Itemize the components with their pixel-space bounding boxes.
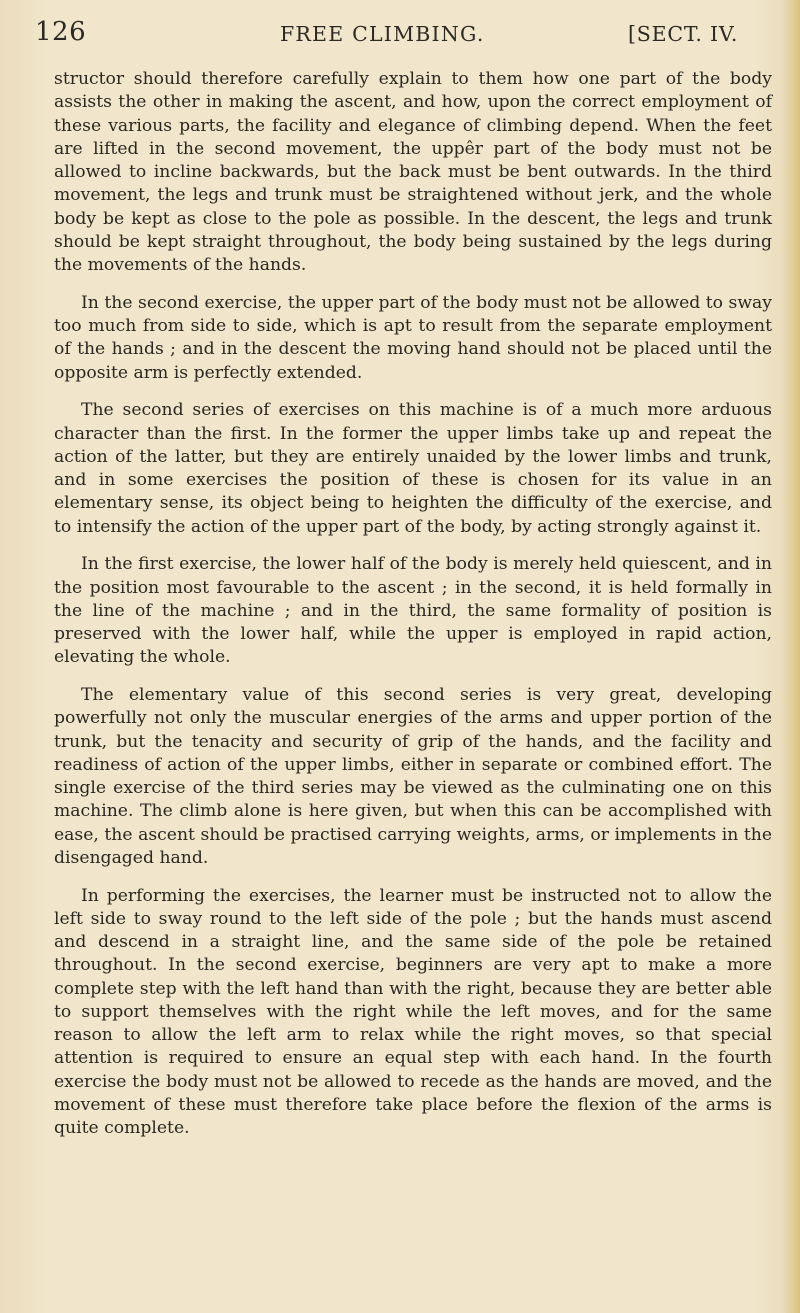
section-reference: [SECT. IV. (628, 22, 739, 46)
paragraph-6: In performing the exercises, the learner must be instructed not to allow the left side to sway round to the left side of the pole ; but the hands must ascend and descend in a straight line, and the same side of the pole be retained throughout. In the second exercise, beginners are very apt to make a more complete step with the left hand than with the right, because they are better able to support themselves with the right while the left moves, and for the same reason to allow the left arm to relax while the right moves, so that special attention is required to ensure an equal step with each hand. In the fourth exercise the body must not be allowed to recede as the hands are moved, and the movement of these must therefore take place before the flexion of the arms is quite complete. (54, 885, 772, 1138)
body-text (54, 68, 772, 1155)
running-head: FREE CLIMBING. (280, 22, 485, 46)
paragraph-3: The second series of exercises on this machine is of a much more arduous character than the first. In the former the upper limbs take up and repeat the action of the latter, but they are entirely unaided by the lower limbs and trunk, and in some exercises the position of these is chosen for its value in an elementary sense, its object being to heighten the difficulty of the exercise, and to intensify the action of the upper part of the body, by acting strongly against it. (54, 400, 772, 537)
page-number: 126 (35, 17, 87, 47)
paragraph-5: The elementary value of this second series is very great, developing powerfully not only the muscular energies of the arms and upper portion of the trunk, but the tenacity and security of grip of the hands, and the facility and readiness of action of the upper limbs, either in separate or combined effort. The single exercise of the third series may be viewed as the culminating one on this machine. The climb alone is here given, but when this can be accomplished with ease, the ascent should be practised carrying weights, arms, or implements in the disengaged hand. (54, 685, 772, 868)
paragraph-2: In the second exercise, the upper part of the body must not be allowed to sway too much from side to side, which is apt to result from the separate employment of the hands ; and in the descent the moving hand should not be placed until the opposite arm is perfectly extended. (54, 292, 772, 383)
paragraph-1: structor should therefore carefully explain to them how one part of the body assists the other in making the ascent, and how, upon the correct employment of these various parts, the facility and elegance of climbing depend. When the feet are lifted in the second movement, the uppêr part of the body must not be allowed to incline backwards, but the back must be bent outwards. In the third movement, the legs and trunk must be straightened without jerk, and the whole body be kept as close to the pole as possible. In the descent, the legs and trunk should be kept straight throughout, the body being sustained by the legs during the movements of the hands. (54, 69, 772, 275)
page-edge (782, 0, 800, 1313)
paragraph-4: In the first exercise, the lower half of the body is merely held quiescent, and in the position most favourable to the ascent ; in the second, it is held formally in the line of the machine ; and in the third, the same formality of position is preserved with the lower half, while the upper is employed in rapid action, elevating the whole. (54, 554, 772, 668)
